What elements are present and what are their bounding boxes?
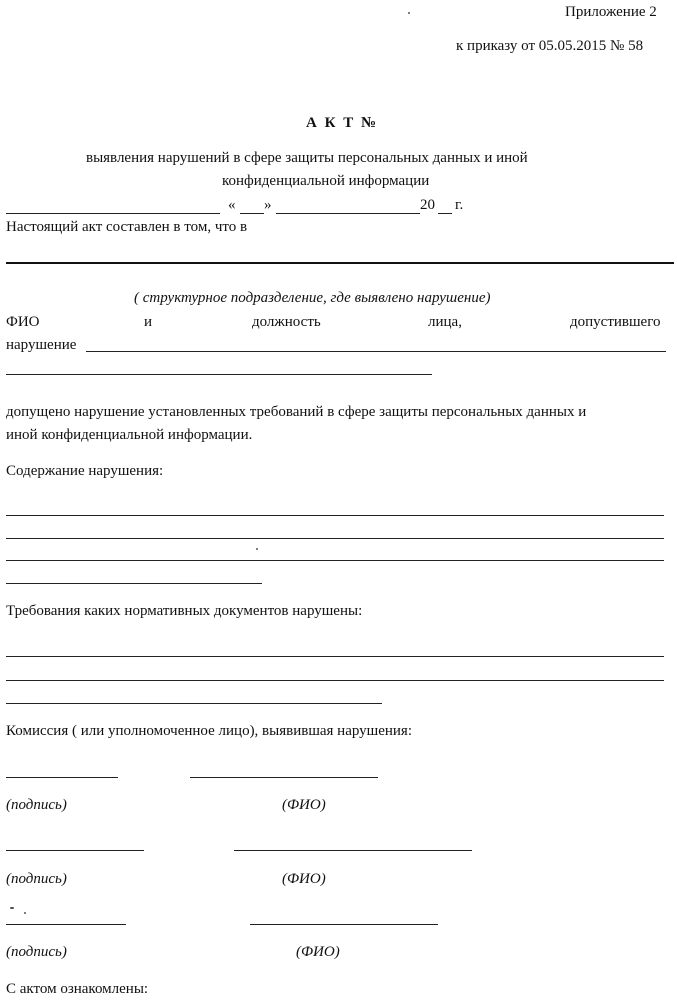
violation-word: нарушение (6, 337, 77, 353)
fio-word: ФИО (6, 314, 40, 330)
act-subtitle-line1: выявления нарушений в сфере защиты персональных данных и иной (86, 150, 528, 166)
open-quote: « (228, 197, 236, 213)
violator-blank[interactable] (86, 351, 666, 352)
content-blank-1[interactable] (6, 515, 664, 516)
day-blank[interactable] (240, 213, 264, 214)
year-suffix: г. (455, 197, 464, 213)
and-word: и (144, 314, 153, 330)
act-subtitle-line2: конфиденциальной информации (222, 173, 430, 189)
signature-blank-2[interactable] (6, 850, 144, 851)
allowed-word: допустившего (570, 314, 661, 330)
appendix-label: Приложение 2 (565, 4, 657, 20)
fio-blank-3[interactable] (250, 924, 438, 925)
fio-blank-2[interactable] (234, 850, 472, 851)
violator-blank-2[interactable] (6, 374, 432, 375)
requirements-blank-1[interactable] (6, 656, 664, 657)
fio-blank-1[interactable] (190, 777, 378, 778)
signature-caption-1: (подпись) (6, 797, 67, 813)
statement-line1: допущено нарушение установленных требований в сфере защиты персональных данных и (6, 404, 587, 420)
year-prefix: 20 (420, 197, 435, 213)
signature-blank-3[interactable] (6, 924, 126, 925)
fio-caption-3: (ФИО) (296, 944, 340, 960)
content-label: Содержание нарушения: (6, 463, 164, 479)
scan-speck (10, 907, 14, 909)
content-blank-4[interactable] (6, 583, 262, 584)
signature-caption-2: (подпись) (6, 871, 67, 887)
scan-speck (408, 12, 410, 14)
position-word: должность (252, 314, 321, 330)
requirements-blank-3[interactable] (6, 703, 382, 704)
fio-caption-2: (ФИО) (282, 871, 326, 887)
content-blank-2[interactable] (6, 538, 664, 539)
fio-caption-1: (ФИО) (282, 797, 326, 813)
order-reference: к приказу от 05.05.2015 № 58 (456, 38, 644, 54)
intro-text: Настоящий акт составлен в том, что в (6, 219, 248, 235)
scan-speck (24, 912, 26, 914)
commission-label: Комиссия ( или уполномоченное лицо), выявившая нарушения: (6, 723, 412, 739)
year-blank[interactable] (438, 213, 452, 214)
place-blank[interactable] (6, 213, 220, 214)
act-title: А К Т № (306, 115, 379, 131)
requirements-blank-2[interactable] (6, 680, 664, 681)
signature-blank-1[interactable] (6, 777, 118, 778)
month-blank[interactable] (276, 213, 420, 214)
requirements-label: Требования каких нормативных документов нарушены: (6, 603, 363, 619)
signature-caption-3: (подпись) (6, 944, 67, 960)
unit-caption: ( структурное подразделение, где выявлено нарушение) (134, 290, 491, 306)
scan-speck (256, 548, 258, 550)
unit-blank[interactable] (6, 262, 674, 264)
content-blank-3[interactable] (6, 560, 664, 561)
statement-line2: иной конфиденциальной информации. (6, 427, 253, 443)
person-word: лица, (428, 314, 462, 330)
close-quote: » (264, 197, 272, 213)
acquainted-label: С актом ознакомлены: (6, 981, 149, 997)
